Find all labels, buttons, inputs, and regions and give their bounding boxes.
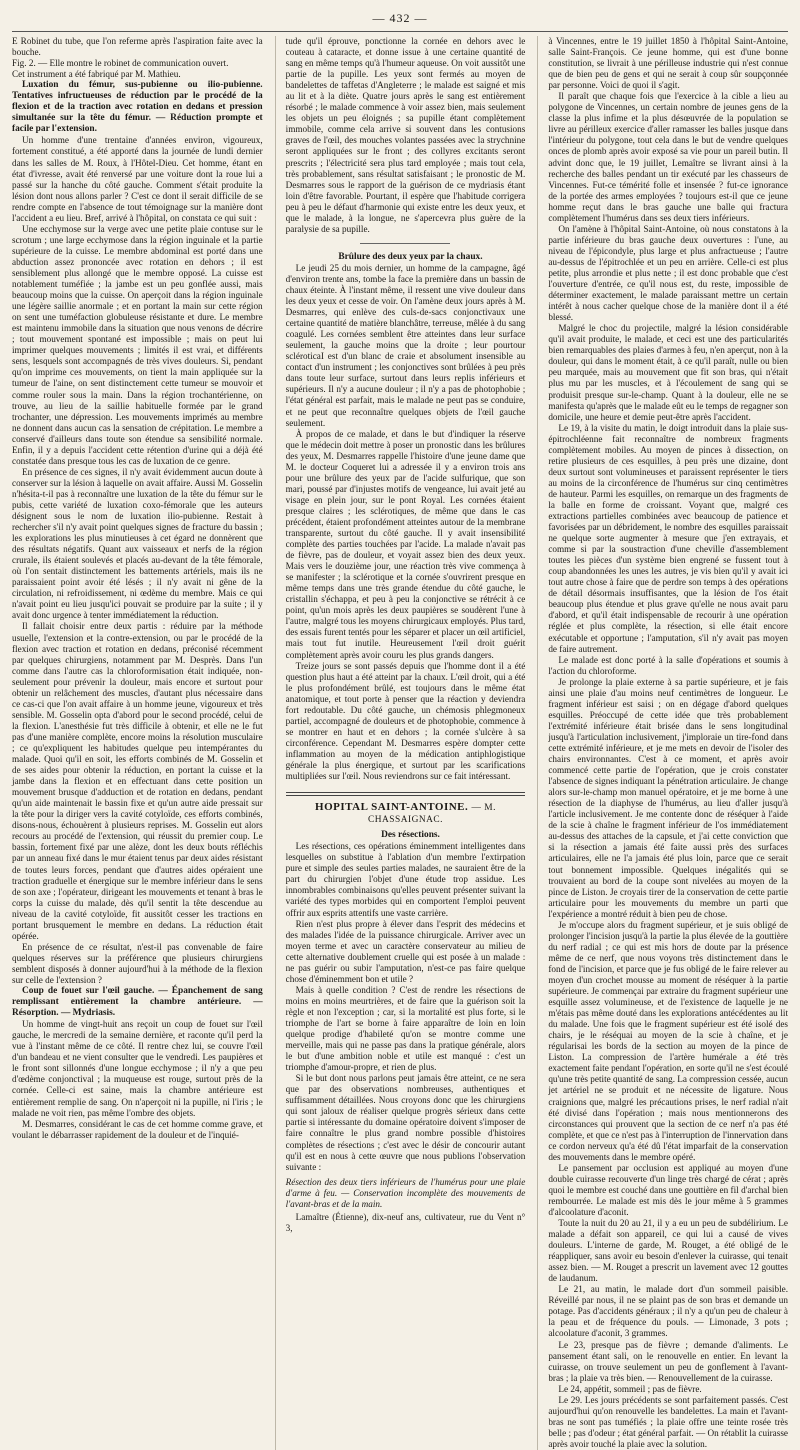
paragraph: Je prolonge la plaie externe à sa partie supérieure, et je fais ainsi une plaie d'au moins neuf centimètres de longueur. Le fragment inférieur est saisi ; on en dégage d'abord quelques esquilles. Préoccupé de cette idée que très probablement l'extrémité inférieure était brisée dans le sens longitudinal jusqu'à l'articulation inclusivement, j'imploraie un tire-fond dans cette extrémité inférieure, et je me mets en devoir de l'isoler des chairs environnantes. C'est à ce moment, et après avoir commencé cette partie de l'opération, que je crois constater l'absence de signes indiquant la pénétration articulaire. Je change alors sur-le-champ mon manuel opératoire, et je me borne à une résection de la diaphyse de l'humérus, au lieu d'aller jusqu'à l'article inclusivement. Je me contente donc de réséquer à l'aide de la scie à chaîne le fragment inférieur de l'os immédiatement au-dessus des attaches de la capsule, et j'ai cette conviction que si la résection a jamais été faite aussi près des surfaces articulaires, elle ne l'a jamais été plus loin, parce que ce serait tout bonnement impossible. Quelques inégalités qui se trouvaient au bord de la coupe sont nivelées au moyen de la pince de Liston. Je croyais tirer de la conservation de cette partie articulaire pour les mouvements du membre un parti que l'expérience a montré réduit à bien peu de chose. [548,676,788,919]
figure-caption: Fig. 2. — Elle montre le robinet de communication ouvert. [12,58,229,69]
paragraph: Treize jours se sont passés depuis que l'homme dont il a été question plus haut a été atteint par la chaux. L'œil droit, qui a été le plus profondément brûlé, est toujours dans le même état anatomique, et tout porte à penser que la réaction y deviendra fort redoutable. Du côté gauche, un chémosis phlegmoneux partiel, accompagné de douleurs et de photophobie, commence à se montrer en haut et en dehors ; la cornée s'ulcère à sa circonférence. Cependant M. Desmarres espère dompter cette inflammation au moyen de la médication antiphlogistique générale la plus énergique, et surtout par les scarifications multipliées sur l'œil. Nous reviendrons sur ce fait intéressant. [285,660,526,782]
paragraph: Un homme de vingt-huit ans reçoit un coup de fouet sur l'œil gauche, le mercredi de la semaine dernière, et raconte qu'il perd la vue à l'instant même de ce côté. Il rentre chez lui, se couvre l'œil d'un bandeau et ne vient consulter que le vendredi. Les paupières et le front sont sillonnés d'une longue ecchymose ; il n'y a que peu d'œdème conjonctival ; la muqueuse est rouge, surtout près de la cornée. Celle-ci est saine, mais la chambre antérieure est entièrement remplie de sang. On n'aperçoit ni la pupille, ni l'iris ; le malade ne voit rien, pas même l'ombre des objets. [12,1019,263,1118]
paragraph: Le 24, appétit, sommeil ; pas de fièvre. [558,1383,702,1394]
figure-caption: Cet instrument a été fabriqué par M. Mathieu. [12,69,181,80]
hospital-name: HOPITAL SAINT-ANTOINE. [315,801,469,814]
article-heading-eye: Coup de fouet sur l'œil gauche. — Épanchement de sang remplissant entièrement la chambre antérieure. — Résorption. — Mydriasis. [12,986,263,1019]
article-columns [12,36,789,1449]
paragraph: Si le but dont nous parlons peut jamais être atteint, ce ne sera que par des observations nombreuses, authentiques et suffisamment détaillées. Nous croyons donc que les chirurgiens qui sont jaloux de réaliser quelque progrès sérieux dans cette partie si intéressante du domaine opératoire doivent s'imposer de faire connaître le plus grand nombre possible d'histoires complètes de résections ; c'est avec le désir de concourir autant qu'il est en nous à cette œuvre que nous publions l'observation suivante : [285,1073,526,1172]
paragraph: Je m'occupe alors du fragment supérieur, et je suis obligé de prolonger l'incision jusqu'à la partie la plus élevée de la gouttière du nerf radial ; ce qui est mis hors de doute par la présence même de ce nerf, que nous voyons très distinctement dans le fond de l'incision, et parce que je fus obligé de le faire relever au moyen d'un crochet mousse au moment de réséquer à la partie supérieure. Je commençai par extraire du fragment supérieur une esquille assez volumineuse, et de l'existence de laquelle je ne m'étais pas même douté dans les explorations antécédentes au lit du malade. Une fois que le fragment supérieur est été isolé des chairs, je le réséquai au moyen de la scie à chaîne, et je régularisai les bords de la section au moyen de la pince de Liston. La compression de l'artère humérale a été très exactement faite pendant l'opération, en sorte qu'il ne s'est écoulé qu'une très petite quantité de sang. La compression cessée, aucun jet artériel ne se produit et ne nécessite de ligature. Nous craignions que, malgré les précautions prises, le nerf radial n'ait été divisé dans l'opération ; mais nous mentionnerons des circonstances qui prouvent que la section de ce nerf n'a pas été complète, et que ce n'est pas à l'interruption de l'innervation dans ce cordon nerveux qu'a été dû l'état imparfait de la conservation des mouvements dans le membre opéré. [548,919,789,1162]
paragraph: Mais à quelle condition ? C'est de rendre les résections de moins en moins meurtrières, et de faire que la guérison soit la règle et non l'exception ; car, si la mortalité est plus forte, si le triomphe de l'art se borne à faire apparaître de loin en loin quelque prodige d'habileté qu'on se montre comme une merveille, mais qui ne passe pas dans la pratique générale, alors le but d'une ambition noble et utile est manqué : c'est un triomphe d'amour-propre, et rien de plus. [285,984,526,1073]
paragraph: Le jeudi 25 du mois dernier, un homme de la campagne, âgé d'environ trente ans, tombe la face la première dans un bassin de chaux éteinte. À l'instant même, il ressent une vive douleur dans les deux yeux et cesse de voir. On l'amène deux jours après à M. Desmarres, qui enlève des culs-de-sacs conjonctivaux une certaine quantité de matière blanchâtre, terreuse, mêlée à du sang coagulé. Les cornées semblent être atteintes dans leur surface seulement, la gauche moins que la droite ; leur pourtour scléroticaI est d'un blanc de craie et absolument insensible au contact d'un instrument ; les conjonctives sont brûlées à peu près dans toute leur surface, surtout dans leurs replis inférieurs et supérieurs. Il n'y a aucune douleur ; il n'y a pas de photophobie ; l'état général est parfait, mais le malade ne peut pas se conduire, et ne peut que reconnaître quelques objets de l'œil gauche seulement. [285,262,526,428]
page-header [12,8,788,28]
paragraph: Malgré le choc du projectile, malgré la lésion considérable qu'il avait produite, le malade, et ceci est une des particularités bien remarquables des plaies d'armes à feu, n'en aperçut, non à la douleur, qui dans le moment était, à ce qu'il paraît, nulle ou bien peu marquée, mais au mouvement que fit son bras, qui n'était plus mu par les muscles, et à l'écoulement de sang qui se produisit presque sur-le-champ. Quant à la douleur, elle ne se manifesta qu'après que le malade eût eu le temps de regagner son domicile, une heure et demie peut-être après l'accident. [548,323,788,422]
column-1 [12,36,263,1450]
header-rule [12,31,788,32]
paragraph: M. Desmarres, considérant le cas de cet homme comme grave, et voulant le débarrasser rapidement de la douleur et de l'inquié- [12,1118,263,1140]
figure-caption: E Robinet du tube, que l'on referme après l'aspiration faite avec la bouche. [12,36,263,58]
paragraph: Le 21, au matin, le malade dort d'un sommeil paisible. Réveillé par nous, il ne se plaint pas de son bras et demande un potage. Pas d'accidents généraux ; il n'y a qu'un peu de chaleur à la peau et de fréquence du pouls. — Limonade, 3 pots ; alcoolature d'aconit, 3 grammes. [548,1284,788,1339]
paragraph: À propos de ce malade, et dans le but d'indiquer la réserve que le médecin doit mettre à poser un pronostic dans les brûlures des yeux, M. Desmarres rappelle l'histoire d'une jeune dame que M. le docteur Coqueret lui a adressée il y a environ trois ans pour une brûlure des yeux par de l'acide sulfurique, que son mari, poussé par d'injustes motifs de vengeance, lui avait jeté au visage en plein jour, sur le pont Royal. Les cornées étaient presque claires ; les sclérotiques, de même que dans le cas précédent, étaient profondément atteintes autour de la membrane transparente, surtout du côté gauche. Il y avait insensibilité complète des parties touchées par l'acide. La malade n'avait pas de fièvre, pas de douleur, et voyait assez bien des deux yeux. Mais vers le douzième jour, une réaction très vive commença à se manifester ; la sclérotique et la cornée s'ouvrirent presque en même temps dans une très grande étendue du côté gauche, le cristallin s'échappa, et peu à peu la conjonctive se rétrécit à ce point, qu'un mois après les deux paupières se soudèrent l'une à l'autre, malgré tous les moyens chirurgicaux employés. Plus tard, des essais furent tentés pour les séparer et placer un œil artificiel, mais tout fut inutile. Heureusement l'œil droit guérit complètement après avoir couru les plus grands dangers. [285,428,526,660]
paragraph: Le pansement par occlusion est appliqué au moyen d'une double cuirasse recouverte d'un linge très chargé de cérat ; après quoi le membre est couché dans une gouttière en fil d'archal bien rembourrée. Le malade est mis dès le jour même à 5 grammes d'alcoolature d'aconit. [548,1162,788,1217]
patient-line: Lamaître (Étienne), dix-neuf ans, cultivateur, rue du Vent n° 3, [285,1211,526,1233]
paragraph: En présence de ces signes, il n'y avait évidemment aucun doute à conserver sur la lésion à laquelle on avait affaire. Aussi M. Gosselin n'hésita-t-il pas à reconnaître une luxation de la tête du fémur sur le pubis, cette variété de luxation coxo-fémorale que les auteurs désignent sous le nom de luxation ilio-pubienne. Restait à rechercher s'il n'y avait point quelques signes de fracture du bassin ; les explorations les plus minutieuses à cet égard ne donnèrent que des résultats négatifs. Quant aux vaisseaux et nerfs de la région crurale, ils étaient soulevés et placés au-devant de la tête fémorale, où l'on sentait distinctement les battements artériels, mais ils ne paraissaient point avoir été lésés ; il n'y avait ni gêne de la circulation, ni refroidissement, ni œdème du membre. Mais ce qui n'avait point eu lieu jusqu'ici pouvait se produire par la suite ; il y avait donc urgence à tenter immédiatement la réduction. [12,466,263,621]
paragraph: On l'amène à l'hôpital Saint-Antoine, où nous constatons à la partie inférieure du bras gauche deux ouvertures : l'une, au niveau de l'épicondyle, plus large et plus anfractueuse ; l'autre au-dessus de l'épitrochlée et un peu en arrière. Celle-ci est plus petite, plus arrondie et plus nette ; il est donc probable que c'est l'ouverture d'entrée, ce qu'il nous est, du reste, impossible de déterminer exactement, le malade paraissant mettre un certain intérêt à nous cacher quelque chose de la manière dont il a été blessé. [548,223,788,323]
surgeon-name: — M. CHASSAIGNAC. [367,803,496,826]
paragraph: Les résections, ces opérations éminemment intelligentes dans lesquelles on substitue à l'ablation d'un membre l'extirpation pure et simple des seules parties malades, ne sauraient être de la part du chirurgien l'objet d'une étude trop assidue. Les innombrables combinaisons qu'elles peuvent présenter suivant la variété des types morbides qui en comportent l'emploi peuvent offrir aux esprits attentifs une vaste carrière. [285,841,526,918]
paragraph: Le malade est donc porté à la salle d'opérations et soumis à l'action du chloroforme. [548,654,788,676]
paragraph: Une ecchymose sur la verge avec une petite plaie contuse sur le scrotum ; une large ecchymose dans la région inguinale et la partie supérieure de la cuisse. Le membre abdominal est porté dans une abduction assez prononcée avec rotation en dehors ; il est sensiblement plus allongé que le membre opposé. La cuisse est notablement tuméfiée ; la jambe est un peu gonflée aussi, mais beaucoup moins que la cuisse. On aperçoit dans la région inguinale une légère saillie anormale ; et en portant la main sur cette région on sent une tuméfaction globuleuse résistante et dure. Le membre est maintenu immobile dans la situation que nous venons de décrire ; tout mouvement spontané est impossible ; mais on peut lui imprimer quelques mouvements ; limités il est vrai, et différents sens, lesquels sont accompagnés de très vives douleurs. Si, pendant qu'on imprime ces mouvements, on tient la main appliquée sur la tumeur de l'aine, on sent distinctement cette tumeur se mouvoir et comme rouler sous la main. Dans la région trochantérienne, on trouve, au lieu de la saillie habituelle formée par le grand trochanter, une dépression. Les mouvements imprimés au membre ne donnent dans aucun cas la sensation de crépitation. Le membre a conservé d'ailleurs dans toute son étendue sa sensibilité normale. Enfin, il y a depuis l'accident cette rétention d'urine qui a déjà été constatée dans presque tous les cas de luxation de ce genre. [12,223,263,466]
section-divider [360,243,450,244]
paragraph: Il fallait choisir entre deux partis : réduire par la méthode usuelle, l'extension et la contre-extension, ou par le procédé de la flexion avec traction et rotation en dedans, préconisé récemment par quelques chirurgiens, notamment par M. Desprès. Dans l'un comme dans l'autre cas la chloroformisation était indiquée, non-seulement pour prévenir la douleur, mais encore et surtout pour obtenir un relâchement des muscles, d'autant plus nécessaire dans ce cas-ci que l'on avait affaire à un homme jeune, vigoureux et très sensible. M. Gosselin opta d'abord pour le second procédé, celui de la flexion. L'anesthésie fut très difficile à obtenir, et elle ne le fut pas d'une manière complète, encore moins la résolution musculaire ; ce qu'expliquent les habitudes quelque peu intempérantes du malade. Quoi qu'il en soit, les efforts combinés de M. Gosselin et de ses aides pour obtenir la réduction, en portant la cuisse et la jambe dans la flexion et en effectuant dans cette position un mouvement brusque d'adduction et de rotation en dedans, pendant qu'un aide maintenait le bassin fixe et qu'un autre aide pressait sur la tête pour la diriger vers la cavité cotyloïde, ces efforts combinés, disons-nous, échouèrent à plusieurs reprises. M. Gosselin eut alors recours au procédé de l'extension, qui réussit du premier coup. Le bassin, fortement fixé par une alèze, dont les deux bouts réfléchis par un anneau fixé dans le mur étaient tenus par deux aides résistant de toutes leurs forces, pendant que d'autres aides opéraient une traction graduelle et énergique sur le membre inférieur dans le sens de son axe ; l'opérateur, dirigeant les mouvements et tenant à bras le corps la cuisse du malade, dès qu'il sentit la tête descendue au niveau de la cavité cotyloïde, fit aussitôt cesser les tractions en portant brusquement le membre en dedans. La réduction était opérée. [12,621,263,941]
paragraph: En présence de ce résultat, n'est-il pas convenable de faire quelques réserves sur la préférence que plusieurs chirurgiens semblent disposés à donner aujourd'hui à la méthode de la flexion sur celle de l'extension ? [12,941,263,985]
paragraph: Le 19, à la visite du matin, le doigt introduit dans la plaie sus-épitrochléenne fait reconnaître de nombreux fragments complètement mobiles. Au moyen de pinces à dissection, on retire plusieurs de ces esquilles, à peu près une dizaine, dont deux surtout sont volumineuses et paraissent représenter le tiers au moins de la circonférence de l'humérus sur cinq centimètres de hauteur. Parmi les esquilles, on remarque un des fragments de la balle en forme de croissant. Voyant que, malgré ces extractions partielles combinées avec beaucoup de patience et favorisées par un débridement, le nombre des esquilles paraissait ne quelque sorte augmenter à mesure que j'en extrayais, et comme si par la soustraction d'une cheville d'assemblement toutes les pièces d'un système bien engrené se fussent tout à coup abandonnées les unes les autres, je vis bien qu'il y avait ici tout autre chose à faire que de perdre son temps à des opérations de détail désormais insuffisantes, que la lésion de l'os était beaucoup plus étendue et plus grave qu'elle ne nous avait paru d'abord, et qu'il était indispensable de recourir à une opération réglée et plus complète, la résection, si elle était encore exécutable et opportune ; l'amputation, s'il n'y avait pas moyen de faire autrement. [548,422,788,654]
paragraph: tude qu'il éprouve, ponctionne la cornée en dehors avec le couteau à cataracte, et donne issue à une certaine quantité de sang en même temps qu'à l'humeur aqueuse. On voit aussitôt une partie de la pupille. Les yeux sont fermés au moyen de bandelettes de taffetas d'Angleterre ; le malade est saigné et mis au lit et à la diète. Quatre jours après le sang est entièrement résorbé ; le malade commence à voir assez bien, mais seulement les objets un peu éloignés ; sa pupille étant complètement immobile, comme cela arrive si souvent dans les contusions graves de l'œil, des mouches volantes passées avec la strychnine seront appliquées sur le front ; des collyres excitants seront prescrits ; l'électricité sera plus tard employée ; mais tout cela, très probablement, sans résultat satisfaisant ; le pronostic de M. Desmarres sous le rapport de la guérison de ce mydriasis étant loin d'être favorable. Pourtant, il espère que l'habitude corrigera peu à peu le défaut d'harmonie qui existe entre les deux yeux, et que le malade, à la longue, ne s'apercevra plus guère de la paralysie de sa pupille. [285,36,526,234]
paragraph: Toute la nuit du 20 au 21, il y a eu un peu de subdélirium. Le malade a défait son appareil, ce qui lui a causé de vives douleurs. L'interne de garde, M. Rouget, a été obligé de le réappliquer, sans avoir eu besoin d'enlever la cuirasse, qui tenait assez bien. — M. Rouget a prescrit un lavement avec 12 gouttes de laudanum. [548,1218,788,1284]
section-double-rule [286,792,526,796]
paragraph: à Vincennes, entre le 19 juillet 1850 à l'hôpital Saint-Antoine, salle Saint-François. Ce jeune homme, qui est d'une bonne constitution, se livrait à une périlleuse industrie qui n'est connue que de bien peu de gens et qui ne serait à coup sûr soupçonnée par personne. Voici de quoi il s'agit. [548,36,788,91]
article-heading-femur: Luxation du fémur, sus-pubienne ou ilio-pubienne. Tentatives infructueuses de réduction par le procédé de la flexion et de la traction avec rotation en dedans et pression simultanée sur la tête du fémur. — Réduction prompte et facile par l'extension. [12,80,263,135]
section-subtitle: Des résections. [381,830,440,841]
paragraph: Rien n'est plus propre à élever dans l'esprit des médecins et des malades l'idée de la puissance chirurgicale. Arriver avec un moyen terme et avec un caractère conservateur au milieu de cette alternative doublement cruelle qui est posée à un malade : ne pas guérir ou subir l'amputation, n'est-ce pas faire quelque chose d'éminemment bon et utile ? [285,918,526,984]
observation-title: Résection des deux tiers inférieurs de l'humérus pour une plaie d'arme à feu. — Conservation incomplète des mouvements de l'avant-bras et de la main. [285,1176,526,1209]
figure-caption-list [12,36,263,80]
paragraph: Il paraît que chaque fois que l'exercice à la cible a lieu au polygone de Vincennes, un certain nombre de jeunes gens de la classe la plus infime et la plus désœuvrée de la population se livre au périlleux exercice d'aller ramasser les balles jusque dans l'intérieur du polygone, tout cela dans le but de vendre quelques onces de plomb après avoir exposé sa vie pour un pareil butin. Il advint donc que, le 19 juillet, Lemaître se livrant ainsi à la recherche des balles pendant un tir exécuté par les chasseurs de Vincennes. Fut-ce témérité folle et insensée ? fut-ce ignorance de la portée des armes employées ? toujours est-il que ce jeune homme reçut dans le bras gauche une balle qui fractura complètement l'humérus dans ses deux tiers inférieurs. [548,91,788,223]
paragraph: Un homme d'une trentaine d'années environ, vigoureux, fortement constitué, a été apporté dans la journée de lundi dernier dans les salles de M. Roux, à l'Hôtel-Dieu. Cet homme, étant en état d'ivresse, avait été renversé par une voiture dont la roue lui a passé sur la hanche du côté gauche. Comment s'était produite la lésion dont nous allons parler ? C'est ce dont il serait difficile de se rendre compte en l'absence de tout témoignage sur la manière dont l'accident a eu lieu. Bref, arrivé à l'hôpital, on constata ce qui suit : [12,135,263,223]
article-heading-lime-burn: Brûlure des deux yeux par la chaux. [338,251,483,262]
paragraph: Le 29. Les jours précédents se sont parfaitement passés. C'est aujourd'hui qu'on renouvelle les bandelettes. La main et l'avant-bras ne sont pas tuméfiés ; la plaie offre une teinte rosée très belle ; pas d'odeur ; état général parfait. — On rétablit la cuirasse après avoir touché la plaie avec la solution. [548,1394,788,1449]
paragraph: Le 23, presque pas de fièvre ; demande d'aliments. Le pansement étant sali, on le renouvelle en entier. En levant la cuirasse, on trouve seulement un peu de gonflement à l'avant-bras ; la plaie va très bien. — Renouvellement de la cuirasse. [548,1339,788,1383]
column-2 [275,36,526,1450]
hospital-section-title [286,802,526,826]
page-number: — 432 — [372,10,428,25]
column-3 [537,36,788,1450]
